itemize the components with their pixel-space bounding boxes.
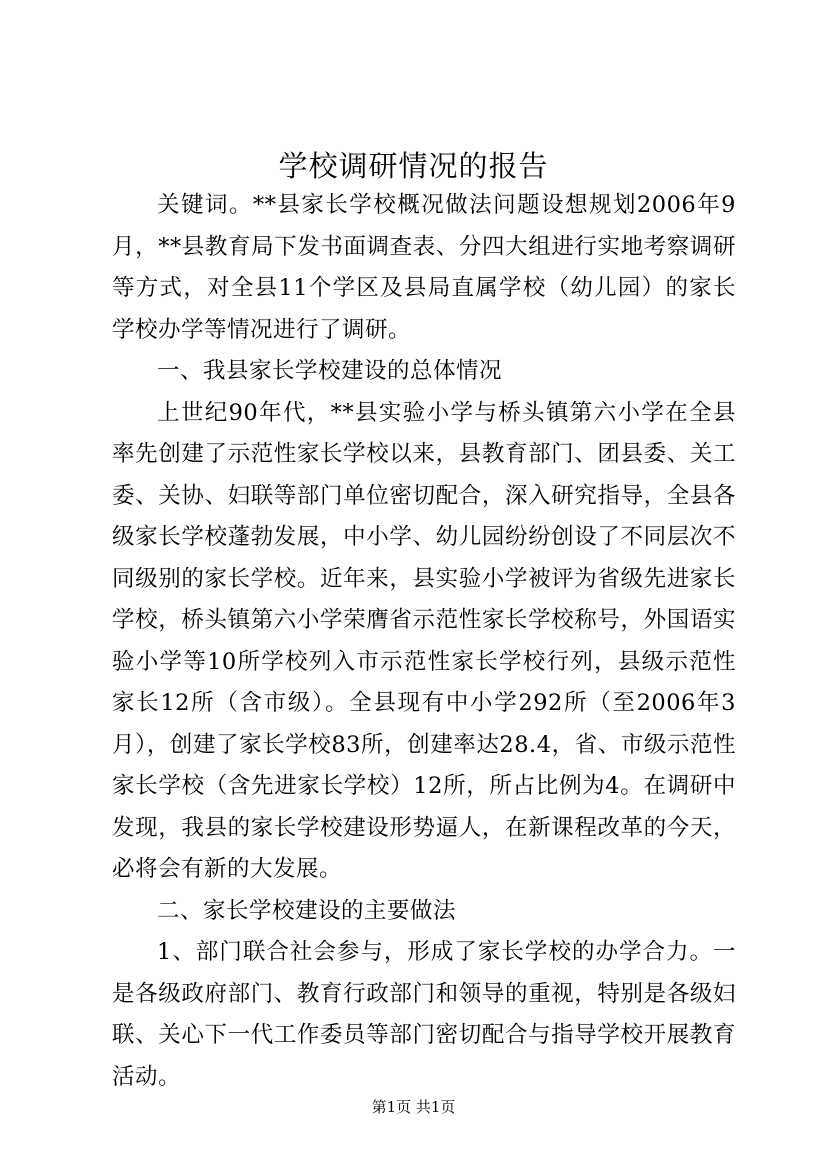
section-heading-main-practices: 二、家长学校建设的主要做法 [157, 897, 457, 924]
paragraph-keywords: 关键词。**县家长学校概况做法问题设想规划2006年9月，**县教育局下发书面调查表、分四大组进行实地考察调研等方式，对全县11个学区及县局直属学校（幼儿园）的家长学校办学等情况进行了调研。 [112, 192, 736, 343]
paragraph-main-practices: 1、部门联合社会参与，形成了家长学校的办学合力。一是各级政府部门、教育行政部门和领导的重视，特别是各级妇联、关心下一代工作委员等部门密切配合与指导学校开展教育活动。 [112, 939, 736, 1090]
document-body [112, 185, 736, 1098]
section-heading-overall-situation: 一、我县家长学校建设的总体情况 [157, 358, 503, 384]
page-footer: 第1页 共1页 [371, 1098, 456, 1116]
document-title: 学校调研情况的报告 [278, 149, 549, 183]
paragraph-overall-situation: 上世纪90年代，**县实验小学与桥头镇第六小学在全县率先创建了示范性家长学校以来，县教育部门、团县委、关工委、关协、妇联等部门单位密切配合，深入研究指导，全县各级家长学校蓬勃发展，中小学、幼儿园纷纷创设了不同层次不同级别的家长学校。近年来，县实验小学被评为省级先进家长学校，桥头镇第六小学荣膺省示范性家长学校称号，外国语实验小学等10所学校列入市示范性家长学校行列，县级示范性家长12所（含市级）。全县现有中小学292所（至2006年3月），创建了家长学校83所，创建率达28.4，省、市级示范性家长学校（含先进家长学校）12所，所占比例为4。在调研中发现，我县的家长学校建设形势逼人，在新课程改革的今天，必将会有新的大发展。 [112, 399, 736, 882]
